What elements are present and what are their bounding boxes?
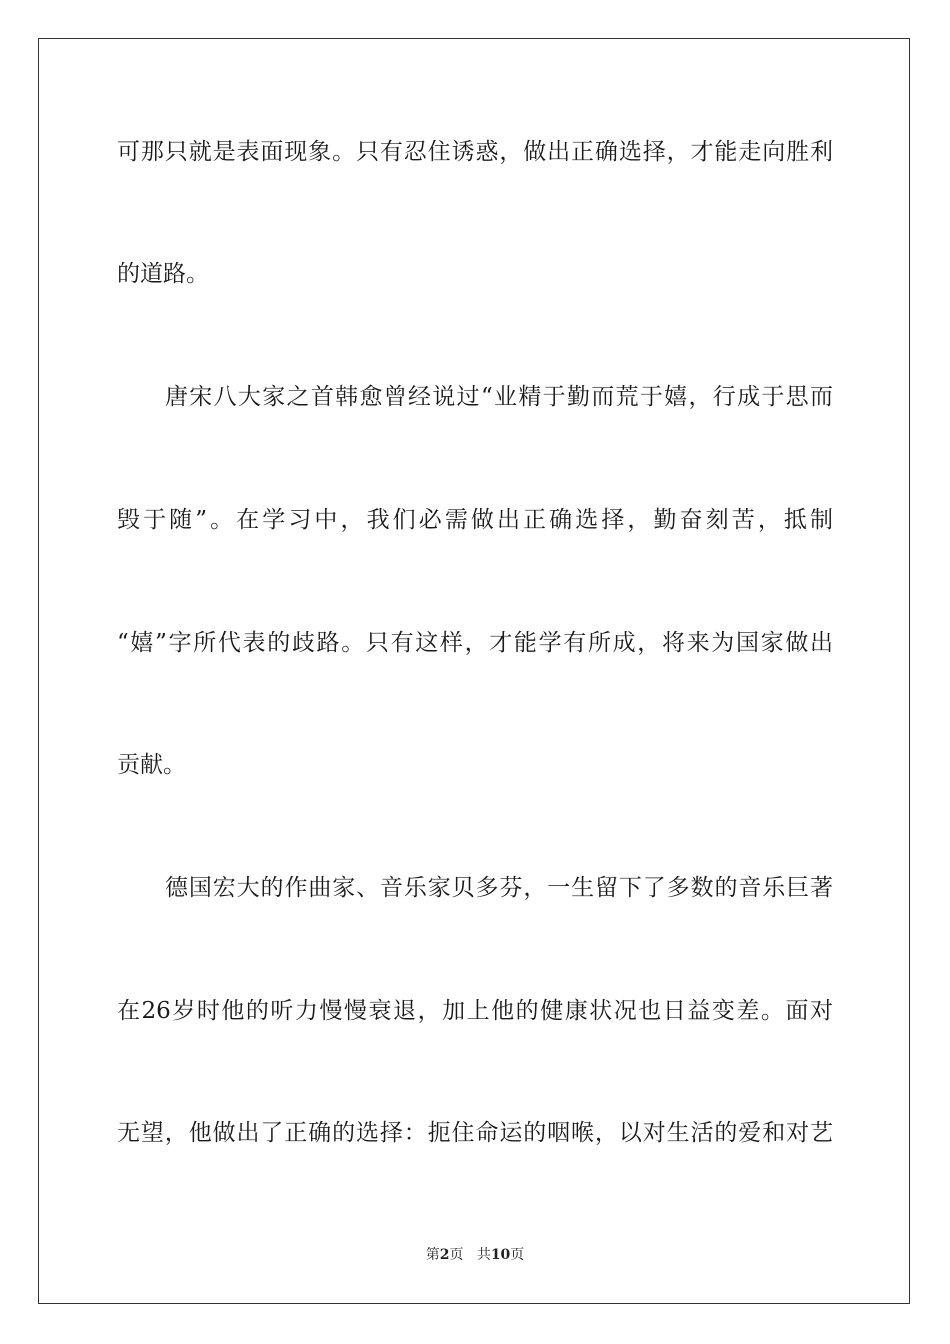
text-line-7: 德国宏大的作曲家、音乐家贝多芬，一生留下了多数的音乐巨著 xyxy=(165,875,833,901)
text-line-3: 唐宋八大家之首韩愈曾经说过“业精于勤而荒于嬉，行成于思而 xyxy=(165,384,833,410)
text-line-2: 的道路。 xyxy=(117,261,209,287)
text-line-6: 贡献。 xyxy=(117,752,186,778)
text-line-5: “嬉”字所代表的歧路。只有这样，才能学有所成，将来为国家做出 xyxy=(117,630,833,656)
text-line-8: 在26岁时他的听力慢慢衰退，加上他的健康状况也日益变差。面对 xyxy=(117,998,833,1024)
footer-total-pages: 10 xyxy=(490,1247,511,1263)
footer-page-number: 2 xyxy=(439,1247,450,1263)
page-border xyxy=(38,38,910,1304)
footer-page-prefix: 第 xyxy=(425,1247,440,1263)
footer-total-suffix: 页 xyxy=(510,1247,525,1263)
text-line-1: 可那只就是表面现象。只有忍住诱惑，做出正确选择，才能走向胜利 xyxy=(117,139,833,165)
footer-total-prefix: 共 xyxy=(476,1247,491,1263)
footer-page-suffix: 页 xyxy=(449,1247,464,1263)
text-line-4: 毁于随”。在学习中，我们必需做出正确选择，勤奋刻苦，抵制 xyxy=(117,507,833,533)
text-line-9: 无望，他做出了正确的选择：扼住命运的咽喉，以对生活的爱和对艺 xyxy=(117,1120,833,1146)
page-footer xyxy=(0,1246,950,1264)
